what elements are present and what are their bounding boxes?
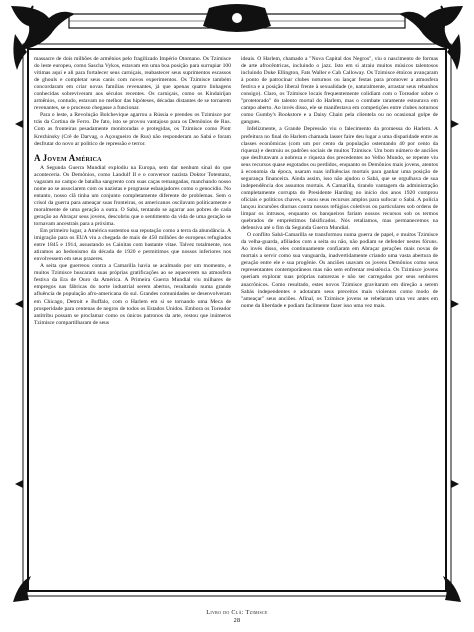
book-title: Livro do Clã: Tzimisce bbox=[206, 609, 268, 616]
section-heading: A Jovem América bbox=[34, 152, 102, 163]
right-column bbox=[241, 56, 438, 592]
paragraph: massacre de dois milhões de armênios pelo fragilizado Império Otomano. Os Tzimisce do leste europeu, como Sascha Vykos, estavam em uma boa posição para surrupiar 100 vítimas aqui e ali para fortalecer seus carniçais, reabastecer seus suprimentos escassos de ghouls e completar seus canis com novos experimentos. Os Tzimisce também concordaram em criar novas famílias revenantes, já que apenas quatro linhagens conhecidas sobreviveram aos séculos recentes. Os carniçais, como os Kindairijan armênios, contudo, estavam no melhor das hipóteses, décadas distantes de se tornarem revenantes, se o processo chegasse a funcionar. bbox=[34, 56, 231, 112]
paragraph: Para o leste, a Revolução Bolchevique agarrou a Rússia e prendeu os Tzimisce por trás da Cortina de Ferro. De fato, isto se provou vantajoso para os Demônios de Rus. Com as fronteiras pesadamente monitoradas e protegidas, os Tzimisce como Piotr Krezhinsky (Crê de Darvag, o Açougueiro de Rus) não responderam ao Sabá e foram desfrutar do novo ar político de repressão e terror. bbox=[34, 112, 231, 147]
left-column bbox=[34, 56, 231, 592]
paragraph: O conflito Sabá-Camarilla se transformou numa guerra de papel, e muitos Tzimisce da velha-guarda, afiliados com a seita ou não, não podiam se defender nestes fóruns. Ao invés disso, eles continuamente confiaram em Abraçar gerações mais novas de mortais a servir como sua vanguarda, inadvertidamente criando uma vasta abertura de geração entre ele e sua progênie. Os anciões usavam os jovens Demônios como seus representantes contemporâneos mas não sem enfrentar resistência. Os Tzimisce jovens queriam explorar suas próprias naturezas e não ser carregados por seus senhores anacrônicos. Como resultado, estes novos Tzimisce gravitaram em direção a serem Sabás independentes e adotaram seus preceitos mais violentos como modo de "ameaçar" seus anciões. Afinal, os Tzimisce jovens se rebelaram uma vez antes em nome da liberdade e podiam facilmente fazer isso uma vez mais. bbox=[241, 232, 438, 309]
paragraph: Infelizmente, a Grande Depressão viu o falecimento da promessa do Harlem. A prefeitura no final do Harlem chamada lasser faire deu lugar a uma disparidade entre as classes econômicas (com um por cento da população ostentando 40 por cento da riqueza) e destruiu os padrões sociais de muitos Tzimisce. Um bom número de anciões que desfrutavam a nobreza e riqueza dos precedentes no Velho Mundo, se repente viu seus recursos quase esgotados ou perdidos, enquanto os Demônios mais jovens, atentos à economia da época, usaram suas influências mortais para ganhar uma posição de segurança financeira. Ainda assim, isso não ajudou o Sabá, que se orgulhava de sua independência dos assuntos mortais. A Camarilla, tirando vantagem da administração completamente corrupta do Presidente Harding no início dos anos 1920 comprou oficiais e políticos chaves, e usou seus recursos amplos para sufocar o Sabá. A polícia lançou incursões diurnas contra nossos refúgios coletivos ou particulares sob ordens de limpar os intrusos, enquanto os banqueiros fariam nossos recursos sob os termos quebrados de empréstimos falsificados. Nós retaliamos, mas permanecemos na defensiva até o fim da Segunda Guerra Mundial. bbox=[241, 126, 438, 232]
page-number: 28 bbox=[233, 617, 241, 624]
paragraph: Em primeiro lugar, a América sustentou sua reputação como a terra da abundância. A imigração para os EUA viu a chegada de mais de 450 milhões de europeus refugiados entre 1845 e 1914, assustando os Cainitas com bastante vitae. Talvez totalmente, nos atiramos ao hedonismo da década de 1920 e permitimos que nossos inferiores nos envolvessem em seus prazeres. bbox=[34, 228, 231, 263]
page-footer bbox=[0, 609, 474, 625]
paragraph: A Segunda Guerra Mundial explodiu na Europa, sem dar nenhum sinal do que aconteceria. Os Demônios, como Landulf II e o conversor nazista Doktor Totentanz, vagaram no campo de batalha sangrento com suas caças remangadas, manchando nosso nome ao se associarem com os nazistas e prograsse esbanjadores como o genocídio. No entanto, nosso clã tinha um conjunto completamente diferente de problemas. Sem o crisol da guerra para ameaçar suas fronteiras, os americanos oscilavam politicamente e moralmente de uma geração a outra. O Sabá, tentando se agarrar aos pobres de cada geração ao Abraçar seus jovens, descobriu que o sentimento da vida de uma geração se tornavam ancestrais para a próxima. bbox=[34, 164, 231, 227]
paragraph: A seita que guerreou contra a Camarilla havia se acalmado por um momento, e muitos Tzimisce buscaram suas próprias gratificações ao se aquecerem na atmosfera festiva da Era de Ouro da América. A Primeira Guerra Mundial viu milhares de empregos nas fábricas do norte industrial serem abertos, resultando numa grande afluência de população afro-americana do sul. Grandes comunidades se desenvolveram em Chicago, Detroit e Buffalo, com o Harlem em si se tornando uma Meca de prosperidade para centenas de negros de todos os Estados Unidos. Embora os Toreador antitribu possam se proclamar como os únicos patronos da arte, restou que inúmeros Tzimisce compartilharam de seus bbox=[34, 263, 231, 326]
paragraph: ideais. O Harlem, chamado a "Nova Capital dos Negros", viu o nascimento de formas de arte afrocêntricas, incluindo o jazz. Isto em si atraiu muitos músicos talentosos incluindo Duke Ellington, Fats Waller e Cab Calloway. Os Tzimisce étnicos avançaram à ponto de patrocinar clubes noturnos ou lançar festas para promover a atmosfera festiva e a posição liberal frente à sexualidade (e, naturalmente, arrastar seus rebanhos consigo). Claro, os Tzimisce locais frequentemente colidiam com o Toreador sobre o "protetorado" do talento mortal do Harlem, mas o combate raramente estourava em campo aberto. Ao invés disso, ele se manifestava em competições entre clubes noturnos como Gumby's Bookstore e a Daisy Chain pela clientela ou no ocasional golpe de gangues. bbox=[241, 56, 438, 126]
two-column-body bbox=[34, 56, 438, 592]
